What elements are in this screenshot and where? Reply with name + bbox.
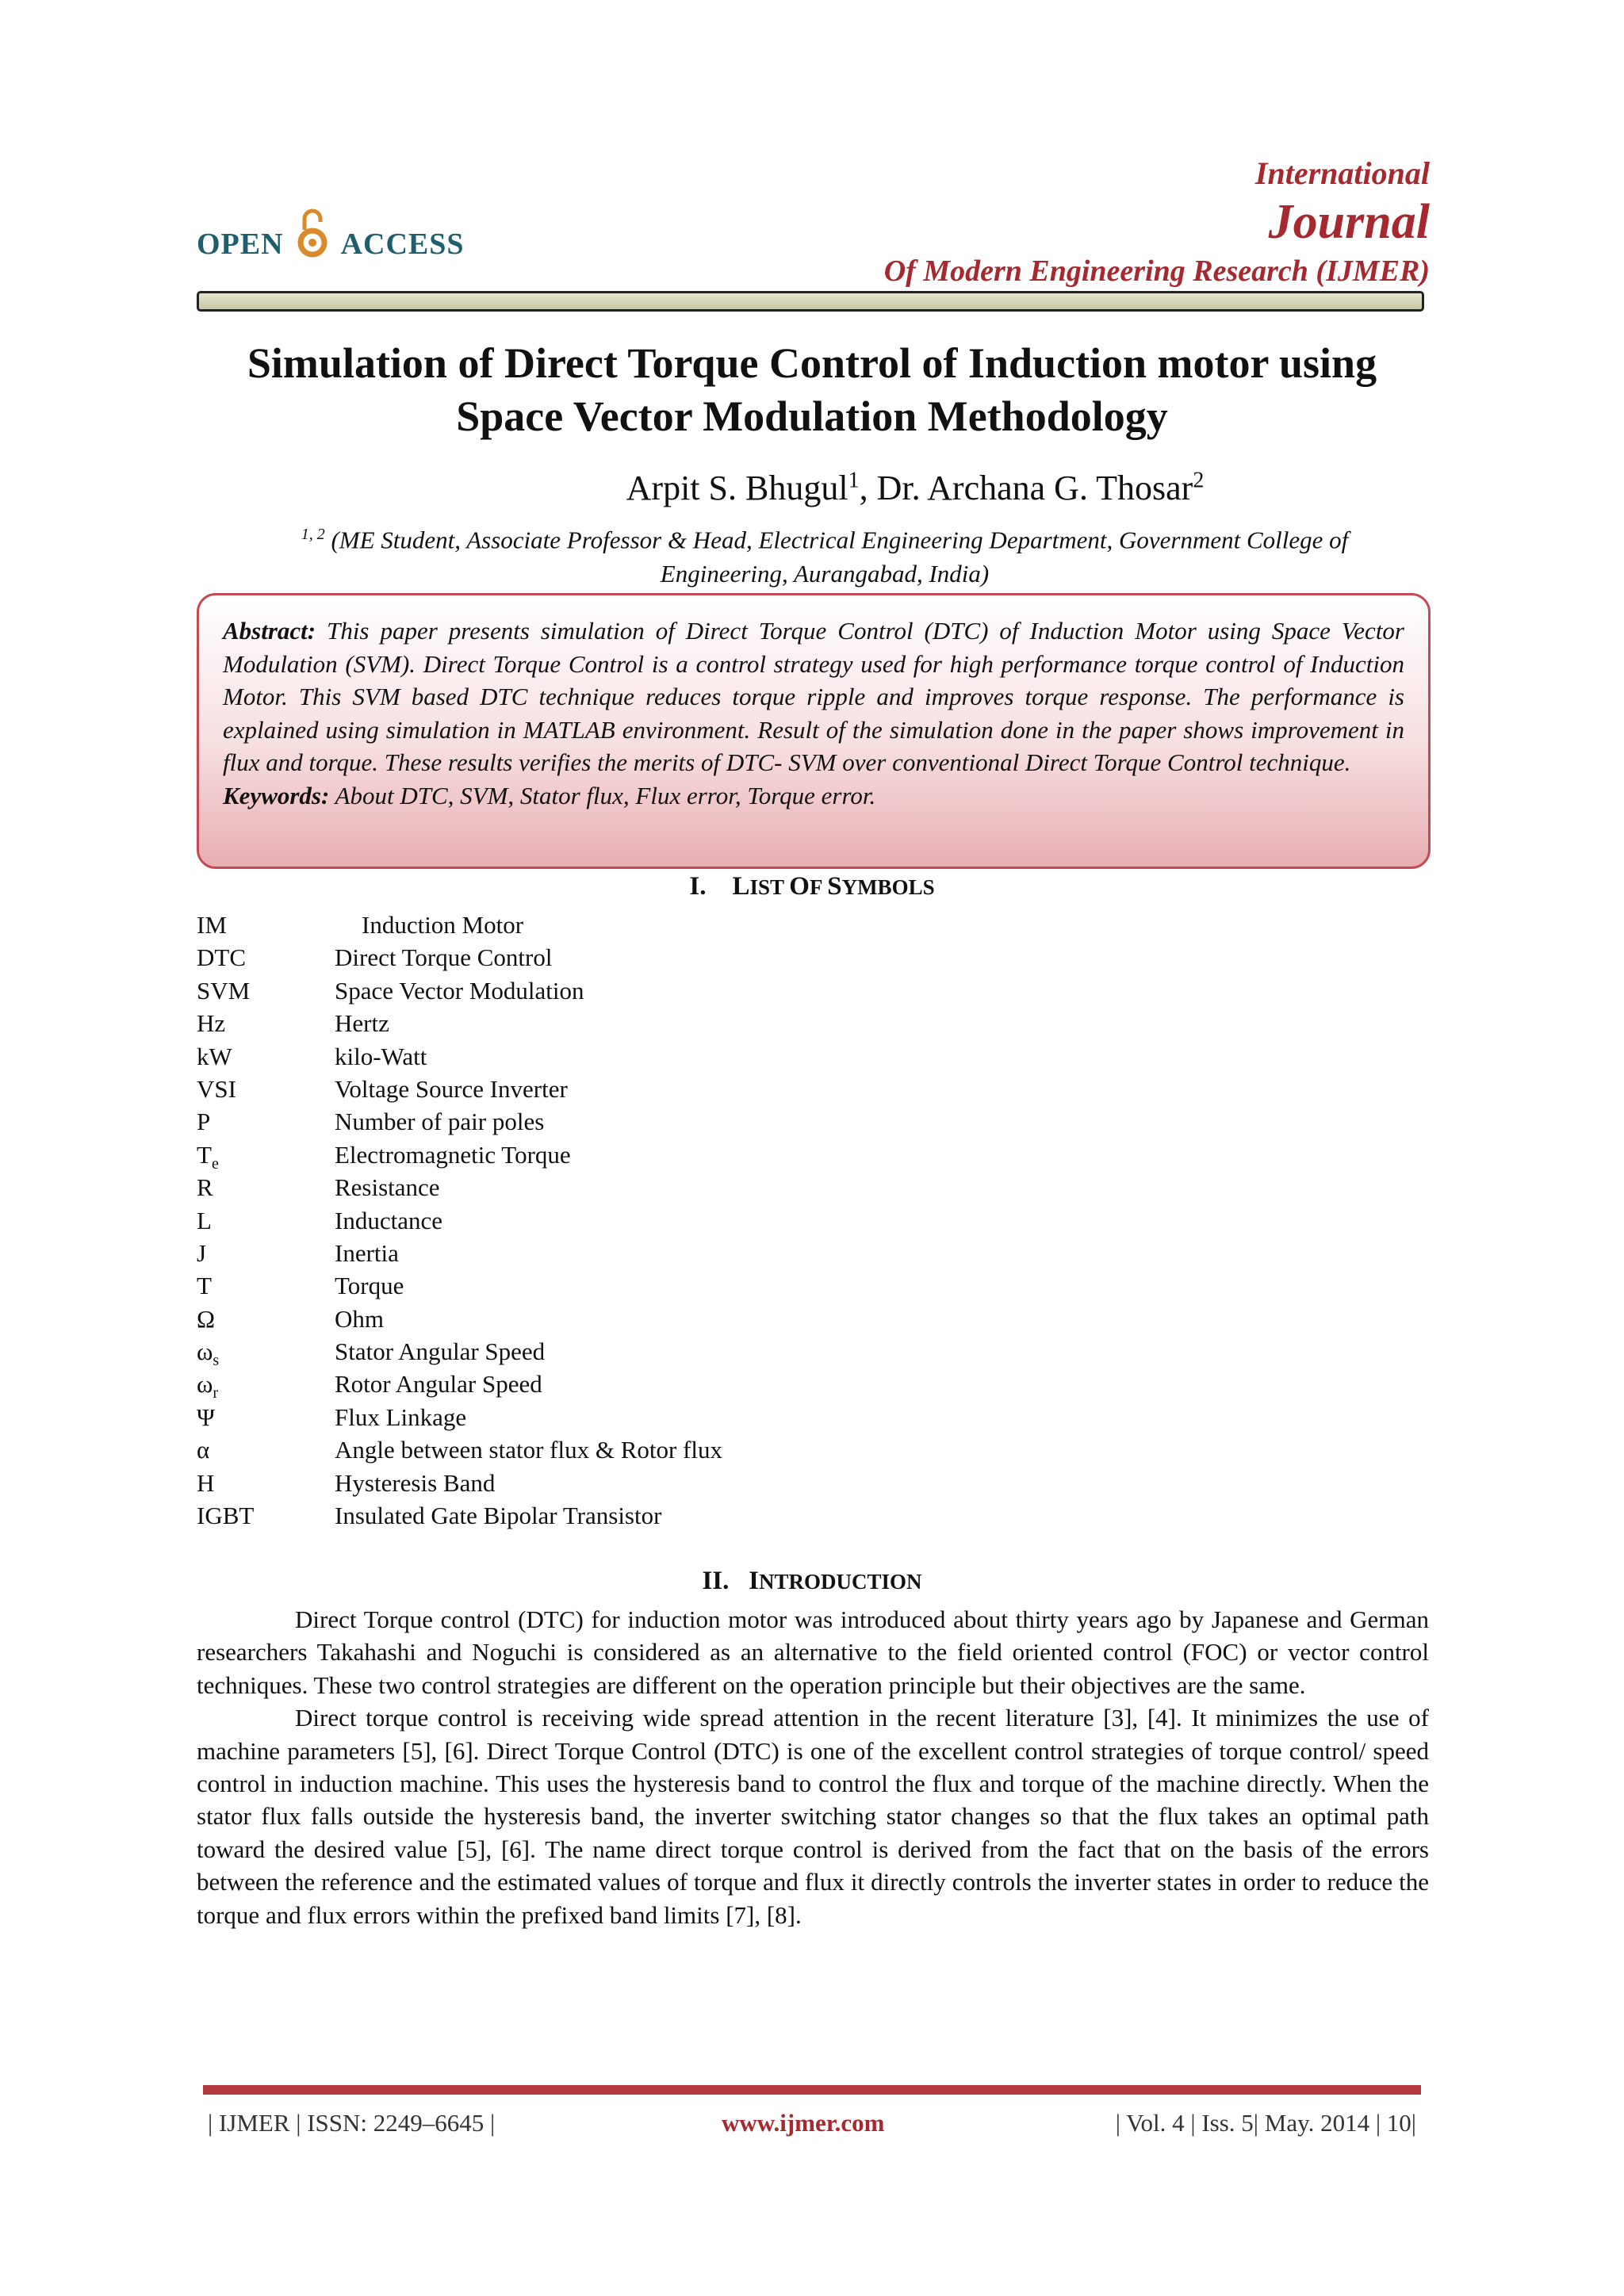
abstract-text: This paper presents simulation of Direct Torque Control (DTC) of Induction Motor using Space Vector Modulation (SVM). Direct Torque Control is a control strategy used for high performance torque control of Induction Motor. This SVM based DTC technique reduces torque ripple and improves torque response. The performance is explained using simulation in MATLAB environment. Result of the simulation done in the paper shows improvement in flux and torque. These results verifies the merits of DTC- SVM over conventional Direct Torque Control technique. <box>223 617 1404 776</box>
symbol-meaning: Stator Angular Speed <box>335 1337 546 1366</box>
symbol-key: R <box>197 1173 213 1202</box>
symbol-key: J <box>197 1238 207 1267</box>
symbol-key: kW <box>197 1042 232 1070</box>
symbol-key: IM <box>197 911 227 939</box>
journal-name-line3: Of Modern Engineering Research (IJMER) <box>883 254 1430 288</box>
symbol-key: IGBT <box>197 1502 255 1530</box>
introduction-body <box>197 1603 1429 1931</box>
symbol-key: H <box>197 1468 215 1497</box>
intro-paragraph-2: Direct torque control is receiving wide spread attention in the recent literature [3], [4]. It minimizes the use of machine parameters [5], [6]. Direct Torque Control (DTC) is one of the excellent control strategies of torque control/ speed control in induction machine. This uses the hysteresis band to control the flux and torque of the machine directly. When the stator flux falls outside the hysteresis band, the inverter switching stator changes so that the flux takes an optimal path toward the desired value [5], [6]. The name direct torque control is derived from the fact that on the basis of the errors between the reference and the estimated values of torque and flux it directly controls the inverter states in order to reduce the torque and flux errors within the prefixed band limits [7], [8]. <box>197 1704 1429 1929</box>
symbol-key: $\omega_s$ <box>197 1337 220 1370</box>
paper-title <box>159 337 1465 443</box>
author-2: Dr. Archana G. Thosar <box>876 469 1193 507</box>
symbol-key: $T_e$ <box>197 1140 219 1173</box>
symbol-meaning: Inertia <box>335 1238 399 1267</box>
footer-divider-bar <box>203 2085 1421 2095</box>
symbol-key: $\omega_r$ <box>197 1370 219 1402</box>
keywords-label: Keywords: <box>223 781 330 809</box>
keywords-text: About DTC, SVM, Stator flux, Flux error, Torque error. <box>335 781 876 809</box>
symbol-key: Hz <box>197 1009 226 1038</box>
abstract-label: Abstract: <box>223 617 316 645</box>
symbol-meaning: Torque <box>335 1272 404 1300</box>
symbol-meaning: Insulated Gate Bipolar Transistor <box>335 1502 662 1530</box>
title-line-2: Space Vector Modulation Methodology <box>456 392 1168 440</box>
open-access-right-text: ACCESS <box>340 228 465 261</box>
affiliation-sup: 1, 2 <box>301 526 325 543</box>
symbol-key: T <box>197 1272 212 1300</box>
symbol-meaning: Hertz <box>335 1009 389 1038</box>
open-access-left-text: OPEN <box>197 228 284 261</box>
symbol-meaning: Induction Motor <box>362 911 524 939</box>
symbol-key: α <box>197 1436 210 1464</box>
affiliation <box>222 518 1427 591</box>
affiliation-line-2: Engineering, Aurangabad, India) <box>660 560 990 588</box>
symbol-meaning: Resistance <box>335 1173 440 1202</box>
symbol-meaning: kilo-Watt <box>335 1042 427 1070</box>
intro-paragraph-1: Direct Torque control (DTC) for induction motor was introduced about thirty years ago by Japanese and German researchers Takahashi and Noguchi is considered as an alternative to the field oriented control (FOC) or vector control techniques. These two control strategies are different on the operation principle but their objectives are the same. <box>197 1605 1429 1699</box>
author-separator: , <box>859 469 877 507</box>
symbol-meaning: Electromagnetic Torque <box>335 1140 571 1169</box>
symbol-meaning: Number of pair poles <box>335 1108 545 1136</box>
symbol-meaning: Direct Torque Control <box>335 943 553 972</box>
section-heading-introduction: II. INTRODUCTION <box>702 1567 922 1595</box>
symbol-key: L <box>197 1206 212 1234</box>
footer-volume-page: | Vol. 4 | Iss. 5| May. 2014 | 10| <box>1115 2109 1416 2137</box>
authors <box>159 468 1465 508</box>
affiliation-line-1: (ME Student, Associate Professor & Head, Electrical Engineering Department, Government College of <box>331 526 1349 554</box>
abstract-box <box>197 593 1431 869</box>
symbol-meaning: Angle between stator flux & Rotor flux <box>335 1436 723 1464</box>
symbol-meaning: Rotor Angular Speed <box>335 1370 542 1399</box>
open-access-logo <box>197 208 465 268</box>
footer-website-link[interactable]: www.ijmer.com <box>722 2109 885 2137</box>
symbol-meaning: Hysteresis Band <box>335 1468 496 1497</box>
symbol-meaning: Flux Linkage <box>335 1402 467 1431</box>
title-line-1: Simulation of Direct Torque Control of Induction motor using <box>247 339 1377 387</box>
symbol-key: P <box>197 1108 211 1136</box>
symbol-meaning: Space Vector Modulation <box>335 976 584 1004</box>
footer-issn: | IJMER | ISSN: 2249–6645 | <box>208 2109 496 2137</box>
symbol-meaning: Voltage Source Inverter <box>335 1074 568 1103</box>
section-heading-symbols: I. LIST OF SYMBOLS <box>689 872 935 901</box>
symbol-meaning: Inductance <box>335 1206 442 1234</box>
symbol-key: DTC <box>197 943 246 972</box>
journal-name-line1: International <box>1254 155 1430 191</box>
symbol-key: SVM <box>197 976 251 1004</box>
header-divider-bar <box>197 291 1424 312</box>
symbol-meaning: Ohm <box>335 1304 384 1333</box>
symbol-key: Ψ <box>197 1402 215 1431</box>
symbol-key: VSI <box>197 1074 236 1103</box>
open-lock-icon <box>297 208 328 268</box>
author-2-sup: 2 <box>1193 468 1205 493</box>
journal-name-line2: Journal <box>1268 195 1430 249</box>
author-1-sup: 1 <box>848 468 860 493</box>
author-1: Arpit S. Bhugul <box>626 469 848 507</box>
symbol-key: Ω <box>197 1304 216 1333</box>
